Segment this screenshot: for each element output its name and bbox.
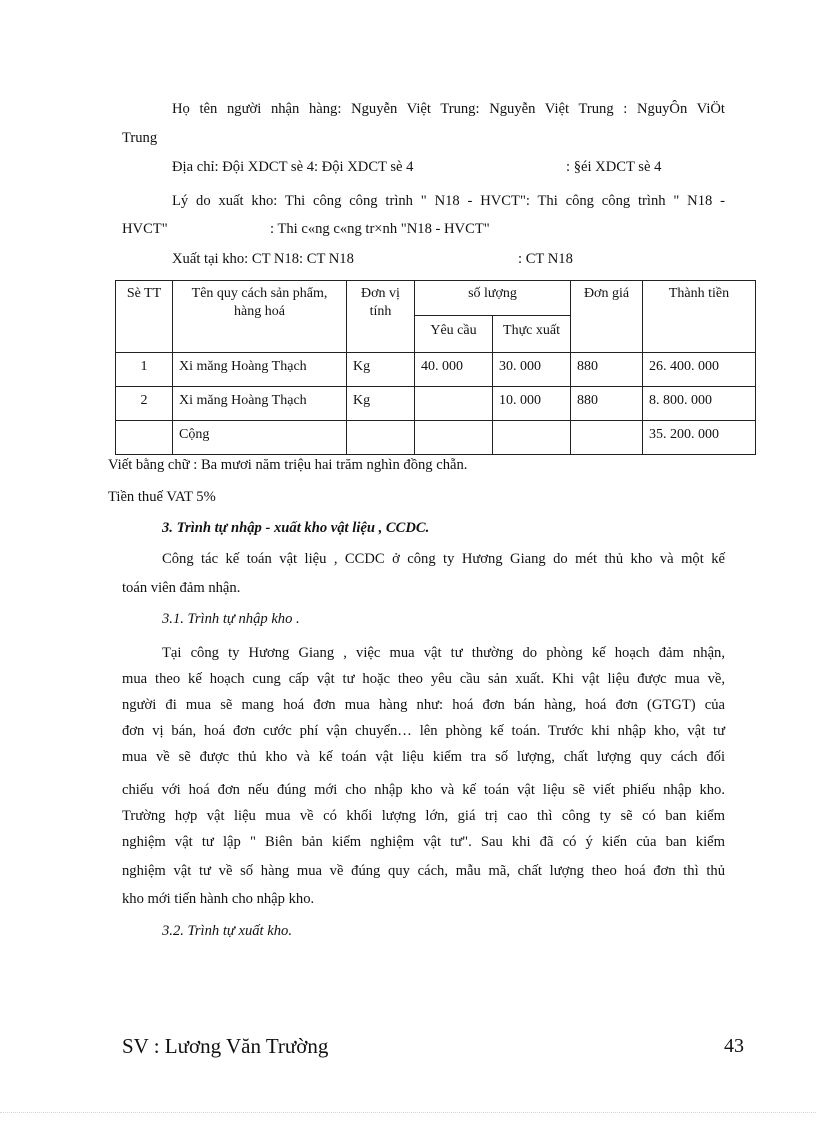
header-name: Tên quy cách sản phẩm, hàng hoá: [173, 281, 347, 353]
footer-author: SV : Lương Văn Trường: [122, 1034, 329, 1058]
paragraph-line: mua theo kế hoạch cung cấp vật tư hoặc theo yêu cầu sản xuất. Khi vật liệu được mua về,: [122, 671, 725, 687]
cell-total: 26. 400. 000: [643, 353, 756, 387]
goods-table: [115, 280, 756, 455]
header-requested: Yêu cầu: [415, 316, 493, 353]
cell-price: 880: [571, 353, 643, 387]
paragraph-line: Tại công ty Hương Giang , việc mua vật tư thường do phòng kế hoạch đảm nhận,: [162, 645, 725, 661]
address-line-alt: : §éi XDCT sè 4: [566, 159, 662, 175]
paragraph-line: người đi mua sẽ mang hoá đơn mua hàng như: hoá đơn bán hàng, hoá đơn (GTGT) của: [122, 697, 725, 713]
cell-price: 880: [571, 387, 643, 421]
subsection-3-2-heading: 3.2. Trình tự xuất kho.: [162, 923, 292, 939]
section-3-heading: 3. Trình tự nhập - xuất kho vật liệu , CCDC.: [162, 520, 430, 536]
reason-cont-a: HVCT": [122, 221, 168, 237]
cell-empty: [415, 421, 493, 455]
cell-empty: [493, 421, 571, 455]
paragraph-line: đơn vị bán, hoá đơn cước phí vận chuyển… lên phòng kế toán. Trước khi nhập kho, vật tư: [122, 723, 725, 739]
cell-requested: [415, 387, 493, 421]
paragraph-line: mua về sẽ được thủ kho và kế toán vật liệu kiểm tra số lượng, chất lượng quy cách đối: [122, 749, 725, 765]
cell-total: 8. 800. 000: [643, 387, 756, 421]
paragraph-line: nghiệm vật tư lập " Biên bản kiểm nghiệm vật tư". Sau khi đã có ý kiến của ban kiểm: [122, 834, 725, 850]
warehouse-line-alt: : CT N18: [518, 251, 573, 267]
reason-cont-b: : Thi c«ng c«ng tr×nh "N18 - HVCT": [270, 221, 490, 237]
header-unit: Đơn vị tính: [347, 281, 415, 353]
cell-unit: Kg: [347, 387, 415, 421]
receiver-name-cont: Trung: [122, 130, 158, 146]
paragraph-line: chiếu với hoá đơn nếu đúng mới cho nhập kho và kế toán vật liệu sẽ viết phiếu nhập kho.: [122, 782, 725, 798]
header-actual: Thực xuất: [493, 316, 571, 353]
cell-unit: Kg: [347, 353, 415, 387]
cell-name: Xi măng Hoàng Thạch: [173, 387, 347, 421]
cell-empty: [571, 421, 643, 455]
subsection-3-1-heading: 3.1. Trình tự nhập kho .: [162, 611, 300, 627]
address-line: Địa chỉ: Đội XDCT sè 4: Đội XDCT sè 4: [172, 159, 414, 175]
cell-sum-label: Cộng: [173, 421, 347, 455]
header-stt: Sè TT: [116, 281, 173, 353]
paragraph-line: Trường hợp vật liệu mua về có khối lượng lớn, giá trị cao thì công ty sẽ có ban kiểm: [122, 808, 725, 824]
header-total: Thành tiền: [643, 281, 756, 353]
cell-empty: [347, 421, 415, 455]
section-3-para-1: Công tác kế toán vật liệu , CCDC ở công ty Hương Giang do mét thủ kho và một kế: [162, 551, 725, 567]
table-sum-row: [116, 421, 756, 455]
paragraph-line: nghiệm vật tư về số hàng mua về đúng quy cách, mẫu mã, chất lượng theo hoá đơn thì thủ: [122, 863, 725, 879]
footer-page-number: 43: [724, 1035, 744, 1057]
cell-actual: 10. 000: [493, 387, 571, 421]
amount-in-words: Viết bằng chữ : Ba mươi năm triệu hai trăm nghìn đồng chẵn.: [108, 457, 468, 473]
reason-line: Lý do xuất kho: Thi công công trình " N18 - HVCT": Thi công công trình " N18 -: [172, 193, 725, 209]
table-row: [116, 387, 756, 421]
table-row: [116, 353, 756, 387]
cell-name: Xi măng Hoàng Thạch: [173, 353, 347, 387]
cell-actual: 30. 000: [493, 353, 571, 387]
header-price: Đơn giá: [571, 281, 643, 353]
page-bottom-divider: [0, 1112, 816, 1113]
table-header-row: [116, 281, 756, 316]
cell-empty: [116, 421, 173, 455]
cell-stt: 2: [116, 387, 173, 421]
cell-requested: 40. 000: [415, 353, 493, 387]
vat-line: Tiền thuế VAT 5%: [108, 489, 216, 505]
cell-sum-total: 35. 200. 000: [643, 421, 756, 455]
paragraph-line-last: kho mới tiến hành cho nhập kho.: [122, 891, 315, 907]
header-qty: số lượng: [415, 281, 571, 316]
cell-stt: 1: [116, 353, 173, 387]
receiver-name-line: Họ tên người nhận hàng: Nguyễn Việt Trung: Nguyễn Việt Trung : NguyÔn ViÖt: [172, 101, 725, 117]
warehouse-line: Xuất tại kho: CT N18: CT N18: [172, 251, 354, 267]
section-3-para-1-cont: toán viên đảm nhận.: [122, 580, 241, 596]
